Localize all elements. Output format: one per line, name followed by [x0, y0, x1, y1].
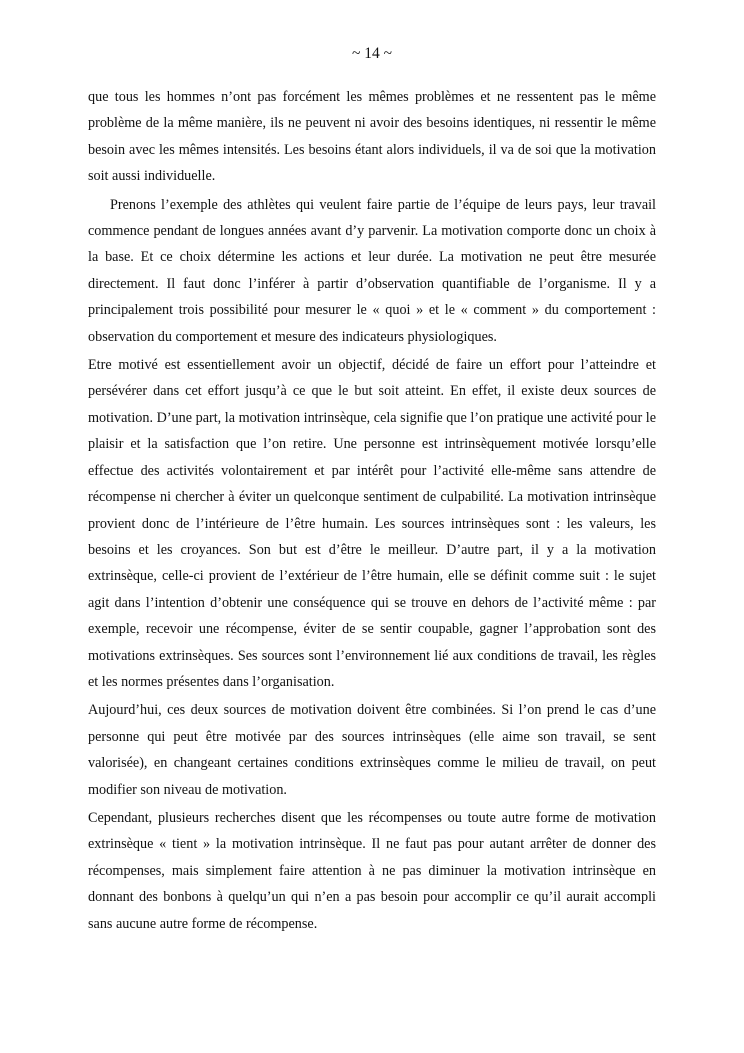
paragraph-4: Aujourd’hui, ces deux sources de motivation doivent être combinées. Si l’on prend le cas d’une personne qui peut être motivée par des sources intrinsèques (elle aime son travail, se sent valorisée), en changeant certaines conditions extrinsèques comme le milieu de travail, on peut modifier son niveau de motivation. — [88, 702, 656, 798]
page-number: ~ 14 ~ — [351, 45, 393, 62]
document-body — [88, 84, 656, 939]
paragraph-1: que tous les hommes n’ont pas forcément les mêmes problèmes et ne ressentent pas le même problème de la même manière, ils ne peuvent ni avoir des besoins identiques, ni ressentir le même besoin avec les mêmes intensités. Les besoins étant alors individuels, il va de soi que la motivation soit aussi individuelle. — [88, 89, 656, 185]
paragraph-2: Prenons l’exemple des athlètes qui veulent faire partie de l’équipe de leurs pays, leur travail commence pendant de longues années avant d’y parvenir. La motivation comporte donc un choix à la base. Et ce choix détermine les actions et leur durée. La motivation ne peut être mesurée directement. Il faut donc l’inférer à partir d’observation quantifiable de l’organisme. Il y a principalement trois possibilité pour mesurer le « quoi » et le « comment » du comportement : observation du comportement et mesure des indicateurs physiologiques. — [88, 196, 656, 345]
paragraph-3: Etre motivé est essentiellement avoir un objectif, décidé de faire un effort pour l’atteindre et persévérer dans cet effort jusqu’à ce que le but soit atteint. En effet, il existe deux sources de motivation. D’une part, la motivation intrinsèque, cela signifie que l’on pratique une activité pour le plaisir et la satisfaction que l’on retire. Une personne est intrinsèquement motivée lorsqu’elle effectue des activités volontairement et par intérêt pour l’activité elle-même sans attendre de récompense ni chercher à éviter un quelconque sentiment de culpabilité. La motivation intrinsèque provient donc de l’intérieure de l’être humain. Les sources intrinsèques sont : les valeurs, les besoins et les croyances. Son but est d’être le meilleur. D’autre part, il y a la motivation extrinsèque, celle-ci provient de l’extérieur de l’être humain, elle se définit comme suit : le sujet agit dans l’intention d’obtenir une conséquence qui se trouve en dehors de l’activité même : par exemple, recevoir une récompense, éviter de se sentir coupable, gagner l’approbation sont des motivations extrinsèques. Ses sources sont l’environnement lié aux conditions de travail, les règles et les normes présentes dans l’organisation. — [88, 357, 656, 690]
paragraph-5: Cependant, plusieurs recherches disent que les récompenses ou toute autre forme de motivation extrinsèque « tient » la motivation intrinsèque. Il ne faut pas pour autant arrêter de donner des récompenses, mais simplement faire attention à ne pas diminuer la motivation intrinsèque en donnant des bonbons à quelqu’un qui n’en a pas besoin pour accomplir ce qu’il aurait accompli sans aucune autre forme de récompense. — [88, 809, 656, 932]
